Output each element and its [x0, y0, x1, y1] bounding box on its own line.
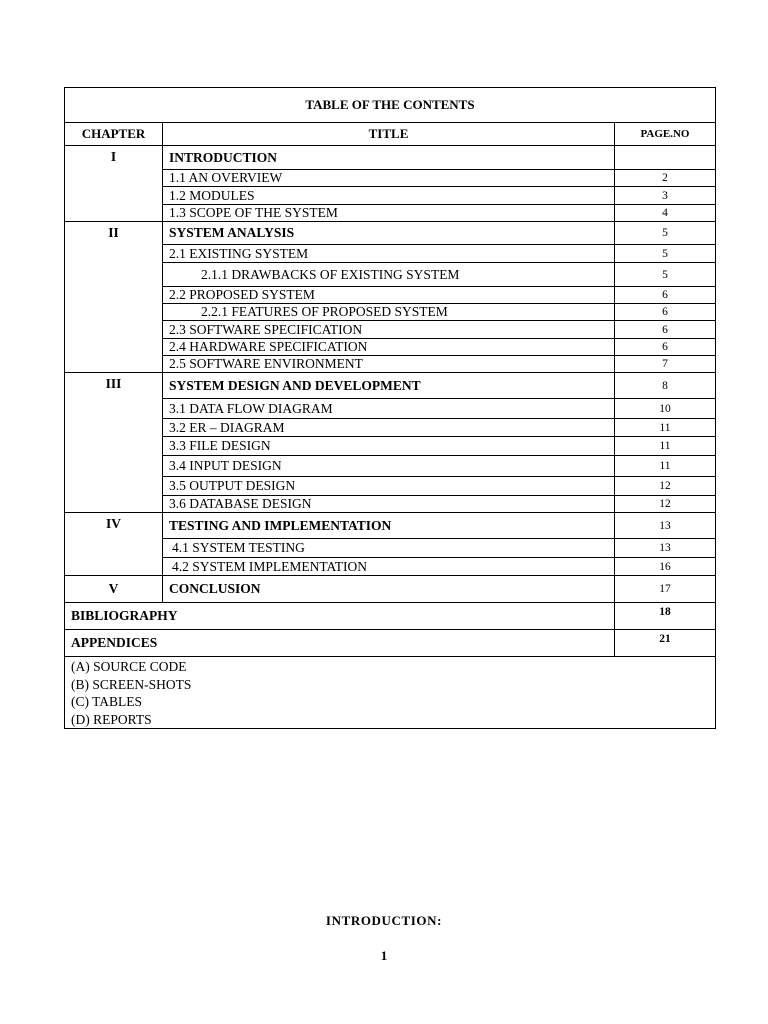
page-number-cell: 2 [615, 170, 716, 187]
appendix-item: (B) SCREEN-SHOTS [71, 676, 192, 692]
title-column-header: TITLE [163, 123, 615, 146]
section-title: 1.2 MODULES [163, 187, 615, 205]
page-number: 1 [380, 948, 388, 963]
section-title: 2.5 SOFTWARE ENVIRONMENT [163, 356, 615, 373]
subsection-title: 2.2.1 FEATURES OF PROPOSED SYSTEM [163, 304, 615, 321]
page-number-cell: 10 [615, 399, 716, 419]
table-row [65, 187, 716, 205]
page-number-cell [615, 146, 716, 170]
table-row [65, 539, 716, 558]
page-number-cell: 11 [615, 456, 716, 477]
table-row [65, 373, 716, 399]
table-row [65, 304, 716, 321]
page-number-cell: 6 [615, 287, 716, 304]
section-title: 3.4 INPUT DESIGN [163, 456, 615, 477]
page-number-cell: 6 [615, 321, 716, 339]
table-row [65, 496, 716, 513]
page-number-cell: 7 [615, 356, 716, 373]
chapter-number: II [65, 222, 163, 373]
subsection-title: 2.1.1 DRAWBACKS OF EXISTING SYSTEM [163, 263, 615, 287]
chapter-title: INTRODUCTION [163, 146, 615, 170]
toc-title: TABLE OF THE CONTENTS [65, 88, 716, 123]
toc-header-row [65, 123, 716, 146]
table-row [65, 419, 716, 437]
table-row [65, 245, 716, 263]
chapter-column-header: CHAPTER [65, 123, 163, 146]
appendix-item: (D) REPORTS [71, 711, 152, 727]
section-title: 3.1 DATA FLOW DIAGRAM [163, 399, 615, 419]
table-row [65, 477, 716, 496]
appendix-item: (C) TABLES [71, 694, 143, 709]
section-title: 2.3 SOFTWARE SPECIFICATION [163, 321, 615, 339]
page-number-cell: 17 [615, 576, 716, 603]
section-title: 1.3 SCOPE OF THE SYSTEM [163, 205, 615, 222]
table-row [65, 399, 716, 419]
table-row [65, 205, 716, 222]
page-number-cell: 16 [615, 558, 716, 576]
chapter-number: IV [65, 513, 163, 576]
page-number-cell: 18 [615, 603, 716, 630]
page-number-cell: 21 [615, 630, 716, 657]
table-row [65, 222, 716, 245]
table-row [65, 437, 716, 456]
chapter-title: CONCLUSION [163, 576, 615, 603]
section-title: 2.1 EXISTING SYSTEM [163, 245, 615, 263]
table-row [65, 558, 716, 576]
appendices-title: APPENDICES [65, 630, 615, 657]
table-row [65, 287, 716, 304]
section-title: 2.4 HARDWARE SPECIFICATION [163, 339, 615, 356]
table-row [65, 170, 716, 187]
page-number-cell: 5 [615, 263, 716, 287]
table-row [65, 263, 716, 287]
page-number-cell: 13 [615, 513, 716, 539]
page-number-cell: 3 [615, 187, 716, 205]
section-title: 3.2 ER – DIAGRAM [163, 419, 615, 437]
section-title: 3.6 DATABASE DESIGN [163, 496, 615, 513]
section-title: 4.2 SYSTEM IMPLEMENTATION [163, 558, 615, 576]
chapter-number: V [65, 576, 163, 603]
page-number-cell: 8 [615, 373, 716, 399]
section-title: 4.1 SYSTEM TESTING [163, 539, 615, 558]
page-number-cell: 12 [615, 477, 716, 496]
table-row [65, 321, 716, 339]
page-number-cell: 11 [615, 437, 716, 456]
page-number-cell: 6 [615, 339, 716, 356]
page-column-header: PAGE.NO [615, 123, 716, 146]
page-number-cell: 12 [615, 496, 716, 513]
section-title: 3.5 OUTPUT DESIGN [163, 477, 615, 496]
chapter-number: I [65, 146, 163, 222]
bibliography-title: BIBLIOGRAPHY [65, 603, 615, 630]
chapter-number: III [65, 373, 163, 513]
table-row [65, 356, 716, 373]
chapter-title: SYSTEM ANALYSIS [163, 222, 615, 245]
chapter-title: SYSTEM DESIGN AND DEVELOPMENT [163, 373, 615, 399]
table-row [65, 630, 716, 657]
section-heading: INTRODUCTION: [325, 913, 443, 928]
table-row [65, 603, 716, 630]
table-row [65, 456, 716, 477]
appendix-list-row [65, 657, 716, 729]
toc-title-row [65, 88, 716, 123]
page-number-cell: 4 [615, 205, 716, 222]
page-number-cell: 11 [615, 419, 716, 437]
table-row [65, 339, 716, 356]
page-number-cell: 5 [615, 222, 716, 245]
table-row [65, 146, 716, 170]
page-number-cell: 5 [615, 245, 716, 263]
page-number-cell: 13 [615, 539, 716, 558]
table-of-contents [64, 87, 716, 729]
appendix-item: (A) SOURCE CODE [71, 659, 187, 674]
table-row [65, 513, 716, 539]
table-row [65, 576, 716, 603]
section-title: 1.1 AN OVERVIEW [163, 170, 615, 187]
section-title: 2.2 PROPOSED SYSTEM [163, 287, 615, 304]
page-number-cell: 6 [615, 304, 716, 321]
appendix-list [65, 657, 716, 729]
chapter-title: TESTING AND IMPLEMENTATION [163, 513, 615, 539]
section-title: 3.3 FILE DESIGN [163, 437, 615, 456]
